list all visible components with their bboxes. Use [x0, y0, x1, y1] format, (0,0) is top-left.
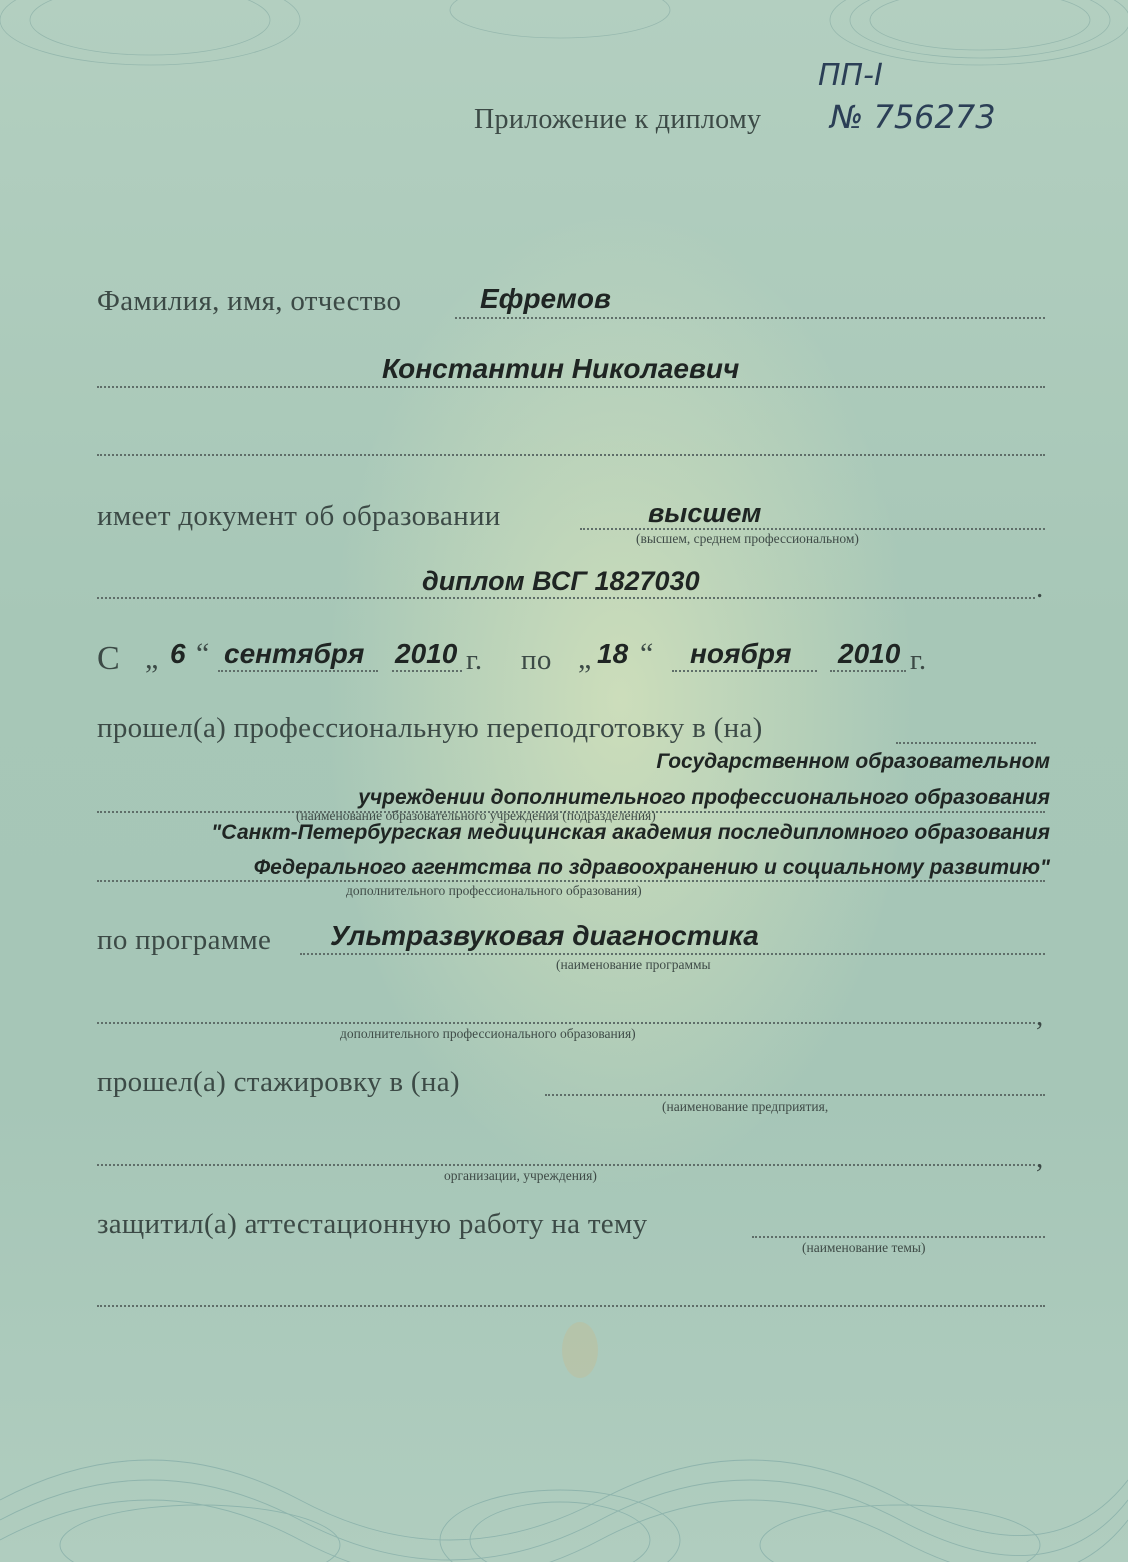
- program-line-2: [97, 1022, 1035, 1024]
- institution-line-3: "Санкт-Петербургская медицинская академия последипломного образования: [211, 821, 1050, 844]
- period-day-to: 18: [597, 638, 629, 669]
- education-document-end: .: [1036, 572, 1044, 604]
- period-month-to-line: [672, 670, 817, 672]
- name-patronymic-value: Константин Николаевич: [382, 353, 740, 384]
- program-hint-2: дополнительного профессионального образования): [340, 1026, 636, 1041]
- education-label: имеет документ об образовании: [97, 500, 501, 532]
- retraining-line-2: [97, 880, 1045, 882]
- internship-label: прошел(а) стажировку в (на): [97, 1066, 460, 1098]
- period-open-quote-1: „: [145, 642, 159, 675]
- program-line-end: ,: [1036, 1000, 1044, 1032]
- thesis-line-2: [97, 1305, 1045, 1307]
- fio-line-2: [97, 386, 1045, 388]
- thesis-hint: (наименование темы): [802, 1240, 926, 1255]
- annex-label: Приложение к диплому: [474, 104, 762, 135]
- surname-value: Ефремов: [480, 283, 611, 314]
- fio-line-1: [455, 317, 1045, 319]
- period-year-suffix-2: г.: [910, 644, 927, 676]
- thesis-line-1: [752, 1236, 1045, 1238]
- period-year-to-line: [830, 670, 906, 672]
- period-year-to: 2010: [838, 638, 901, 669]
- period-year-from: 2010: [395, 638, 458, 669]
- retraining-line-0: [896, 742, 1036, 744]
- retraining-label: прошел(а) профессиональную переподготовку в (на): [97, 712, 763, 744]
- internship-hint-1: (наименование предприятия,: [662, 1099, 829, 1114]
- institution-line-1: Государственном образовательном: [656, 750, 1050, 773]
- fio-label: Фамилия, имя, отчество: [97, 285, 402, 317]
- program-value: Ультразвуковая диагностика: [330, 920, 759, 951]
- education-level-hint: (высшем, среднем профессиональном): [636, 531, 859, 546]
- education-level-value: высшем: [648, 498, 762, 528]
- period-month-from: сентября: [224, 638, 365, 669]
- period-month-from-line: [218, 670, 378, 672]
- period-open-quote-2: „: [578, 642, 592, 675]
- retraining-hint-1: (наименование образовательного учреждения (подразделения): [296, 808, 656, 823]
- period-day-from: 6: [170, 638, 186, 669]
- institution-line-4: Федерального агентства по здравоохранению и социальному развитию": [253, 856, 1050, 879]
- period-to-word: по: [521, 644, 552, 676]
- thesis-label: защитил(а) аттестационную работу на тему: [97, 1208, 648, 1240]
- education-document-value: диплом ВСГ 1827030: [422, 566, 700, 596]
- series-handwritten: ПП-I: [818, 58, 883, 93]
- diploma-number-handwritten: № 756273: [830, 98, 996, 136]
- period-prefix: С: [97, 640, 120, 677]
- internship-line-1: [545, 1094, 1045, 1096]
- internship-hint-2: организации, учреждения): [444, 1168, 597, 1183]
- period-year-suffix-1: г.: [466, 644, 483, 676]
- retraining-hint-2: дополнительного профессионального образования): [346, 883, 642, 898]
- period-month-to: ноября: [690, 638, 792, 669]
- internship-line-end: ,: [1036, 1142, 1044, 1174]
- period-close-quote-1: “: [196, 637, 210, 670]
- program-line-1: [300, 953, 1045, 955]
- period-year-from-line: [392, 670, 462, 672]
- period-close-quote-2: “: [640, 637, 654, 670]
- education-document-line: [97, 597, 1035, 599]
- fio-line-3: [97, 454, 1045, 456]
- internship-line-2: [97, 1164, 1035, 1166]
- program-label: по программе: [97, 924, 272, 956]
- institution-line-2: учреждении дополнительного профессионального образования: [358, 786, 1050, 809]
- program-hint-1: (наименование программы: [556, 957, 711, 972]
